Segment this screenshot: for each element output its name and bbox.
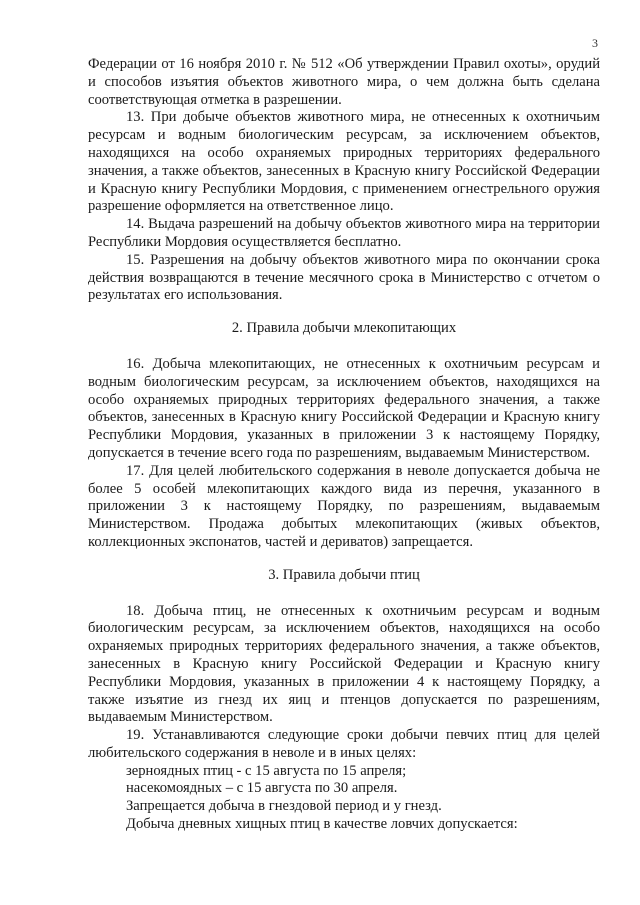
section-3-heading: 3. Правила добычи птиц [268,566,420,583]
paragraph-15: 15. Разрешения на добычу объектов животного мира по окончании срока действия возвращаются в течение месячного срока в Министерство с отчетом о результатах его использования. [88,251,600,304]
list-item-insectivorous: насекомоядных – с 15 августа по 30 апреля. [126,780,398,797]
list-item-nesting-ban: Запрещается добыча в гнездовой период и у гнезд. [126,798,442,815]
paragraph-13: 13. При добыче объектов животного мира, не отнесенных к охотничьим ресурсам и водным биологическим ресурсам, за исключением объектов, находящихся на особо охраняемых природных территориях федерального значения, а также объектов, занесенных в Красную книгу Российской Федерации и Красную книгу Республики Мордовия, с применением огнестрельного оружия разрешение оформляется на ответственное лицо. [88,109,600,215]
section-2-heading: 2. Правила добычи млекопитающих [231,320,457,337]
paragraph-16: 16. Добыча млекопитающих, не отнесенных к охотничьим ресурсам и водным биологическим ресурсам, за исключением объектов, находящихся на особо охраняемых природных территориях федерального значения, а также объектов, занесенных в Красную книгу Российской Федерации и Красную книгу Республики Мордовия, указанных в приложении 3 к настоящему Порядку, допускается в течение всего года по разрешениям, выдаваемым Министерством. [88,355,600,461]
list-item-raptors: Добыча дневных хищных птиц в качестве ловчих допускается: [126,816,518,833]
paragraph-18: 18. Добыча птиц, не отнесенных к охотничьим ресурсам и водным биологическим ресурсам, за исключением объектов, находящихся на особо охраняемых природных территориях федерального значения, а также объектов, занесенных в Красную книгу Российской Федерации и Красную книгу Республики Мордовия, указанных в приложении 4 к настоящему Порядку, а также изъятие из гнезд их яиц и птенцов допускается по разрешениям, выдаваемым Министерством. [88,602,600,726]
paragraph-17: 17. Для целей любительского содержания в неволе допускается добыча не более 5 особей млекопитающих каждого вида из перечня, указанного в приложении 3 к настоящему Порядку, по разрешениям, выдаваемым Министерством. Продажа добытых млекопитающих (живых объектов, коллекционных экспонатов, частей и дериватов) запрещается. [88,462,600,550]
paragraph-14: 14. Выдача разрешений на добычу объектов животного мира на территории Республики Мордовия осуществляется бесплатно. [88,216,600,250]
paragraph-19: 19. Устанавливаются следующие сроки добычи певчих птиц для целей любительского содержания в неволе и в иных целях: [88,727,600,761]
paragraph-continuation: Федерации от 16 ноября 2010 г. № 512 «Об утверждении Правил охоты», орудий и способов изъятия объектов животного мира, о чем должна быть сделана соответствующая отметка в разрешении. [88,56,600,108]
list-item-granivorous: зерноядных птиц - с 15 августа по 15 апреля; [126,762,407,779]
page-number: 3 [592,36,598,50]
document-body [88,56,600,834]
